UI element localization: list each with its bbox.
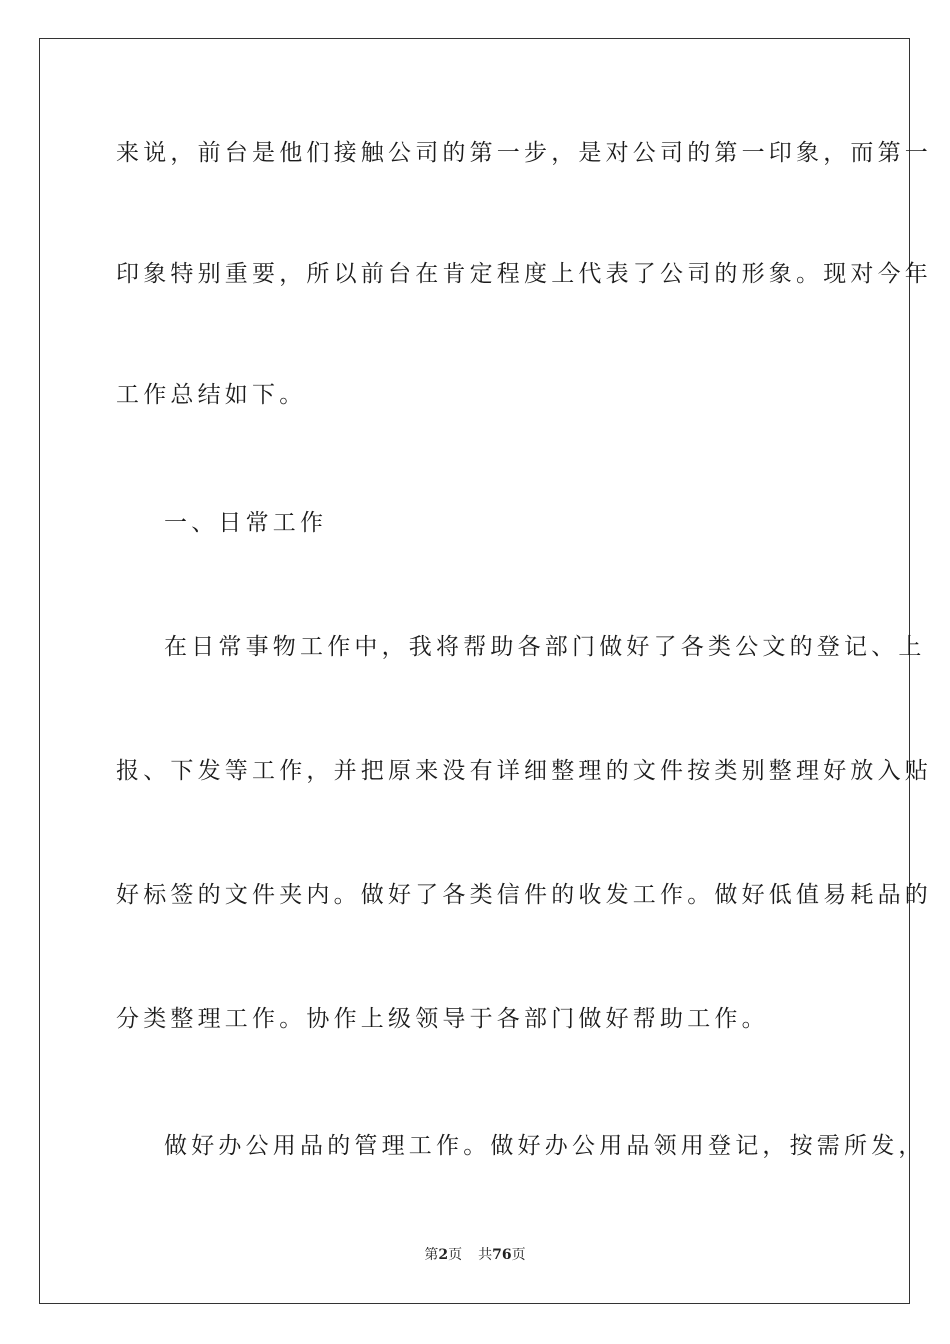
section-heading: 一、日常工作 [164,510,328,536]
page-number: 2 [438,1247,449,1263]
page-frame [39,38,932,1304]
paragraph-line-2: 印象特别重要，所以前台在肯定程度上代表了公司的形象。现对今年 [116,261,932,287]
paragraph-line-6: 好标签的文件夹内。做好了各类信件的收发工作。做好低值易耗品的 [116,882,932,908]
total-pages: 76 [492,1247,512,1263]
paragraph-line-4: 在日常事物工作中，我将帮助各部门做好了各类公文的登记、上 [164,634,926,660]
paragraph-line-1: 来说，前台是他们接触公司的第一步，是对公司的第一印象，而第一 [116,140,932,166]
page-footer [0,1246,950,1264]
page-suffix: 页 [448,1247,463,1263]
total-suffix: 页 [511,1247,526,1263]
total-prefix: 共 [478,1247,493,1263]
page-prefix: 第 [424,1247,439,1263]
paragraph-line-7: 分类整理工作。协作上级领导于各部门做好帮助工作。 [116,1006,769,1032]
paragraph-line-3: 工作总结如下。 [116,382,307,408]
paragraph-line-5: 报、下发等工作，并把原来没有详细整理的文件按类别整理好放入贴 [116,758,932,784]
paragraph-line-8: 做好办公用品的管理工作。做好办公用品领用登记，按需所发， [164,1133,926,1159]
